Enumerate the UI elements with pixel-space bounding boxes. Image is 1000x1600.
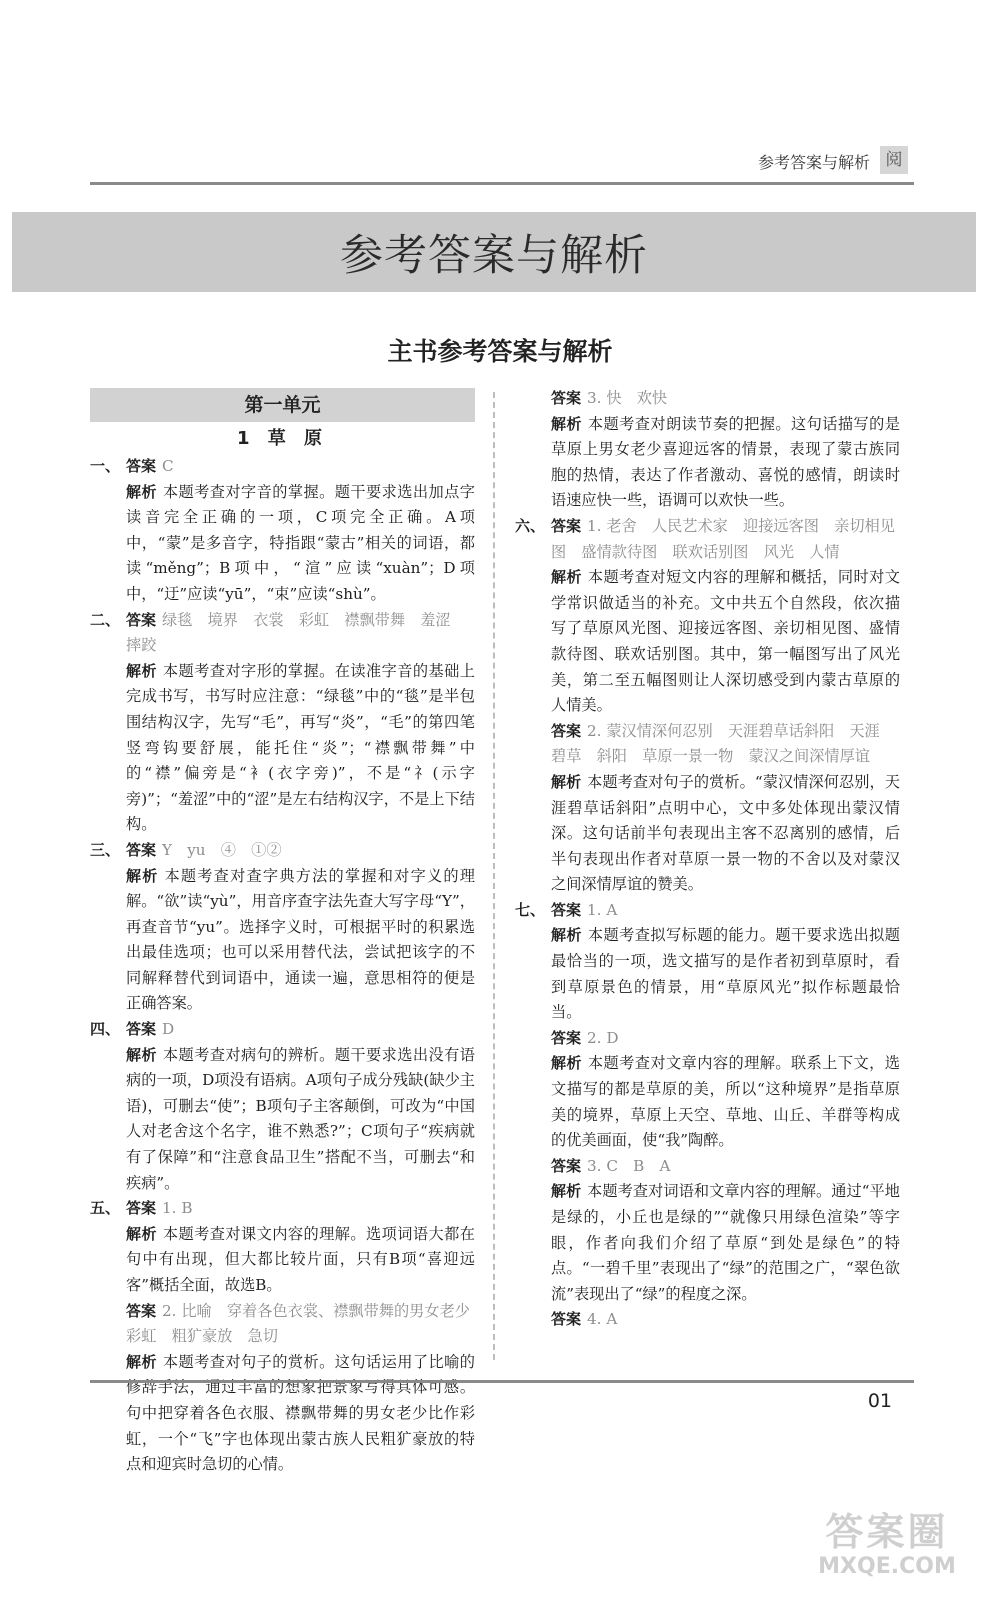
question-6 (515, 514, 900, 898)
answer-label: 答案 (126, 610, 157, 629)
analysis-label: 解析 (126, 482, 157, 501)
answer-label: 答案 (551, 1028, 582, 1047)
running-header (90, 146, 914, 185)
analysis-text: 本题考查对字音的掌握。题干要求选出加点字读音完全正确的一项，C项完全正确。A项中，“蒙”是多音字，特指跟“蒙古”相关的词语，都读“měng”；B项中，“渲”应读“xuàn”；D项中，“迂”应读“yū”，“束”应读“shù”。 (126, 482, 475, 603)
question-4 (90, 1017, 475, 1196)
analysis-label: 解析 (126, 661, 157, 680)
column-divider (493, 392, 495, 1360)
answer-text: Y yu ④ ①② (162, 840, 282, 859)
analysis-label: 解析 (126, 1224, 157, 1243)
analysis-text: 本题考查对病句的辨析。题干要求选出没有语病的一项，D项没有语病。A项句子成分残缺(缺少主语)，可删去“使”；B项句子主客颠倒，可改为“中国人对老舍这个名字，谁不熟悉?”；C项句子“疾病就有了保障”和“注意食品卫生”搭配不当，可删去“和疾病”。 (126, 1045, 475, 1192)
analysis-label: 解析 (551, 772, 582, 791)
question-5 (90, 1196, 486, 1478)
page-number: 01 (867, 1390, 892, 1412)
left-column (90, 388, 486, 1478)
answer-text: D (162, 1020, 175, 1039)
running-title: 参考答案与解析 (757, 153, 870, 172)
footer-rule (90, 1380, 914, 1383)
unit-title: 第一单元 (90, 388, 475, 422)
answer-text: 绿毯 境界 衣裳 彩虹 襟飘带舞 羞涩 摔跤 (126, 610, 466, 655)
answer-label: 答案 (126, 840, 157, 859)
question-number: 一、 (90, 457, 121, 475)
question-7 (515, 898, 900, 1333)
question-number: 七、 (515, 900, 546, 919)
analysis-text: 本题考查对查字典方法的掌握和对字义的理解。“欲”读“yù”，用音序查字法先查大写字母“Y”，再查音节“yu”。选择字义时，可根据平时的积累选出最佳选项；也可以采用替代法，尝试把该字的不同解释替代到词语中，通读一遍，意思相符的便是正确答案。 (126, 866, 475, 1013)
analysis-text: 本题考查对句子的赏析。“蒙汉情深何忍别，天涯碧草话斜阳”点明中心，文中多处体现出蒙汉情深。这句话前半句表现出主客不忍离别的感情，后半句表现出作者对草原一景一物的不舍以及对蒙汉之间深情厚谊的赞美。 (551, 772, 900, 894)
analysis-label: 解析 (551, 414, 582, 433)
region-badge: 阅 (880, 146, 908, 174)
answer-text: 3. 快 欢快 (587, 389, 668, 407)
answer-label: 答案 (551, 516, 582, 535)
answer-label: 答案 (551, 389, 582, 407)
watermark-logo-text: 答案圈 (825, 1510, 949, 1554)
answer-text: 1. A (587, 900, 618, 919)
question-number: 二、 (90, 610, 121, 629)
analysis-label: 解析 (551, 568, 582, 587)
analysis-text: 本题考查对词语和文章内容的理解。通过“平地是绿的，小丘也是绿的”“就像只用绿色渲染”等字眼，作者向我们介绍了草原“到处是绿色”的特点。“一碧千里”表现出了“绿”的范围之广，“翠色欲流”表现出了“绿”的程度之深。 (551, 1182, 900, 1303)
section-subtitle: 主书参考答案与解析 (387, 337, 613, 366)
answer-label: 答案 (126, 1020, 157, 1039)
answer-label: 答案 (126, 1199, 157, 1218)
analysis-text: 本题考查对朗读节奏的把握。这句话描写的是草原上男女老少喜迎远客的情景，表现了蒙古族同胞的热情，表达了作者激动、喜悦的感情，朗读时语速应快一些，语调可以欢快一些。 (551, 414, 900, 510)
analysis-label: 解析 (126, 1352, 157, 1371)
answer-label: 答案 (126, 457, 157, 475)
analysis-text: 本题考查对短文内容的理解和概括，同时对文学常识做适当的补充。文中共五个自然段，依次描写了草原风光图、迎接远客图、亲切相见图、盛情款待图、联欢话别图。其中，第一幅图写出了风光美，第二至五幅图则让人深切感受到内蒙古草原的人情美。 (551, 568, 900, 715)
analysis-label: 解析 (126, 866, 159, 885)
main-title: 参考答案与解析 (340, 230, 648, 281)
question-number: 五、 (90, 1199, 121, 1218)
question-number: 六、 (515, 516, 546, 535)
analysis-text: 本题考查对文章内容的理解。联系上下文，选文描写的都是草原的美，所以“这种境界”是指草原美的境界，草原上天空、草地、山丘、羊群等构成的优美画面，使“我”陶醉。 (551, 1054, 900, 1150)
answer-label: 答案 (551, 721, 582, 740)
question-number: 四、 (90, 1020, 121, 1039)
answer-text: 1. B (162, 1199, 193, 1218)
question-2 (90, 608, 475, 838)
lesson-title: 1 草 原 (236, 428, 329, 449)
analysis-text: 本题考查对字形的掌握。在读准字音的基础上完成书写，书写时应注意：“绿毯”中的“毯”是半包围结构汉字，先写“毛”，再写“炎”，“毛”的第四笔竖弯钩要舒展，能托住“炎”；“襟飘带舞”中的“襟”偏旁是“衤(衣字旁)”，不是“礻(示字旁)”；“羞涩”中的“涩”是左右结构汉字，不是上下结构。 (126, 661, 475, 834)
main-title-banner (12, 212, 976, 292)
analysis-text: 本题考查对课文内容的理解。选项词语大都在句中有出现，但大都比较片面，只有B项“喜迎远客”概括全面，故选B。 (126, 1224, 475, 1294)
right-column (515, 386, 900, 1333)
analysis-label: 解析 (551, 926, 582, 945)
answer-text: 1. 老舍 人民艺术家 迎接远客图 亲切相见图 盛情款待图 联欢话别图 风光 人情 (551, 516, 895, 561)
analysis-label: 解析 (126, 1045, 157, 1064)
question-3 (90, 838, 475, 1017)
answer-text: 2. 蒙汉情深何忍别 天涯碧草话斜阳 天涯 碧草 斜阳 草原一景一物 蒙汉之间深情厚谊 (551, 721, 895, 766)
answer-label: 答案 (551, 1156, 582, 1175)
site-watermark (792, 1510, 982, 1580)
analysis-text: 本题考查拟写标题的能力。题干要求选出拟题最恰当的一项，选文描写的是作者初到草原时，看到草原景色的情景，用“草原风光”拟作标题最恰当。 (551, 926, 900, 1022)
answer-label: 答案 (126, 1301, 157, 1320)
answer-text: C (162, 457, 174, 475)
analysis-label: 解析 (551, 1182, 582, 1201)
answer-label: 答案 (551, 1310, 582, 1329)
answer-text: 2. 比喻 穿着各色衣裳、襟飘带舞的男女老少 彩虹 粗犷豪放 急切 (126, 1301, 486, 1346)
question-1 (90, 454, 475, 608)
answer-text: 3. C B A (587, 1156, 671, 1175)
analysis-label: 解析 (551, 1054, 582, 1073)
watermark-url: MXQE.COM (818, 1554, 956, 1579)
answer-text: 4. A (587, 1310, 618, 1329)
analysis-text: 本题考查对句子的赏析。这句话运用了比喻的修辞手法，通过丰富的想象把景象写得具体可感。句中把穿着各色衣服、襟飘带舞的男女老少比作彩虹，一个“飞”字也体现出蒙古族人民粗犷豪放的特点和迎宾时急切的心情。 (126, 1352, 475, 1474)
answer-label: 答案 (551, 900, 582, 919)
question-number: 三、 (90, 840, 121, 859)
answer-text: 2. D (587, 1028, 619, 1047)
